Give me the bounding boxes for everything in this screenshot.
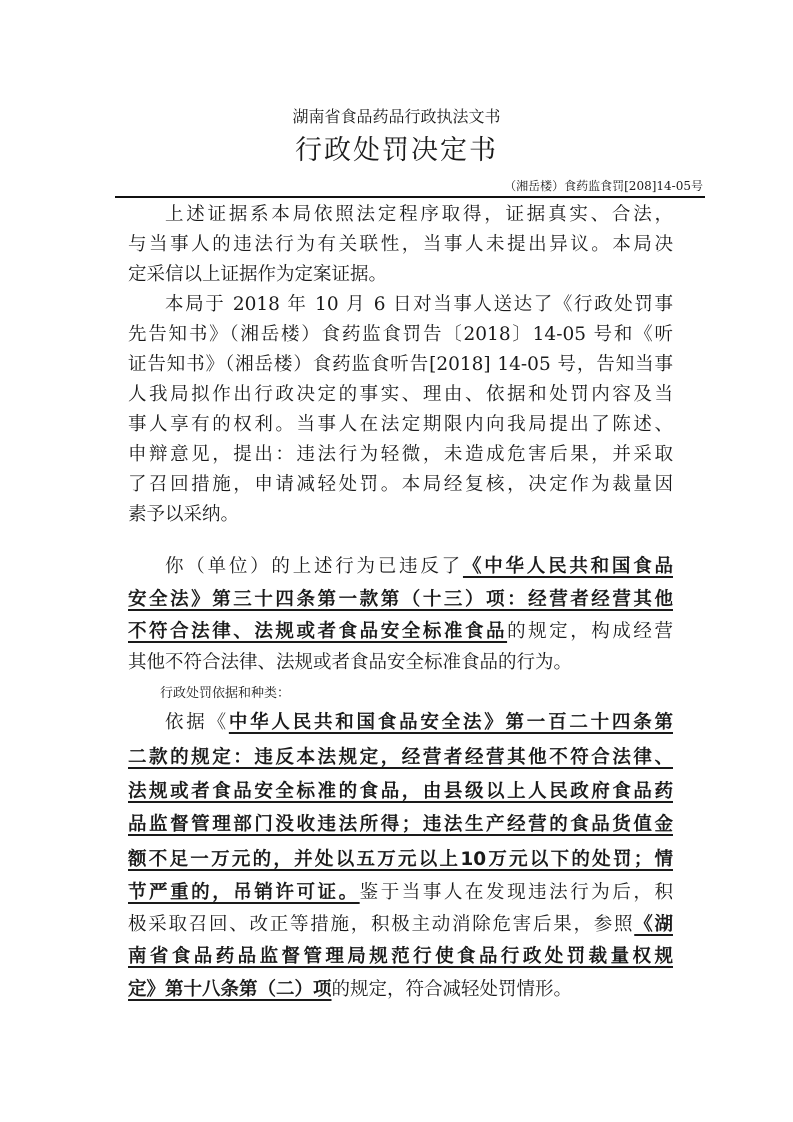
plain-text: 的规定，构成经营 [507,621,673,642]
underlined-citation: 南省食品药品监督管理局规范行使食品行政处罚裁量权规 [128,946,673,967]
paragraph-line: 上述证据系本局依照法定程序取得，证据真实、合法， [165,204,673,225]
document-title: 行政处罚决定书 [295,135,498,166]
underlined-citation: 安全法》第三十四条第一款第（十三）项：经营者经营其他 [128,589,673,610]
underlined-citation: 二款的规定：违反本法规定，经营者经营其他不符合法律、 [128,747,673,768]
paragraph-line: 其他不符合法律、法规或者食品安全标准食品的行为。 [128,652,573,673]
paragraph-line: 定采信以上证据作为定案证据。 [128,264,388,285]
paragraph-line [128,745,673,771]
paragraph-line [128,587,673,613]
document-number: （湘岳楼）食药监食罚[208]14-05号 [504,179,703,193]
section-label: 行政处罚依据和种类： [160,686,291,701]
paragraph-line [128,847,673,873]
paragraph-line: 先告知书》（湘岳楼）食药监食罚告〔2018〕14-05 号和《听 [128,324,673,345]
paragraph-line: 了召回措施，申请减轻处罚。本局经复核，决定作为裁量因 [128,474,673,495]
underlined-citation: 品监督管理部门没收违法所得；违法生产经营的食品货值金 [128,814,673,835]
paragraph-line [128,779,673,805]
underlined-citation: 中华人民共和国食品安全法》第一百二十四条第 [228,712,673,733]
paragraph-line [165,710,673,736]
paragraph-line [128,619,673,645]
paragraph-line: 事人享有的权利。当事人在法定期限内向我局提出了陈述、 [128,414,673,435]
paragraph-line [165,554,673,580]
plain-text: 的规定，符合减轻处罚情形。 [331,979,573,1000]
paragraph-line: 证告知书》（湘岳楼）食药监食听告[2018] 14-05 号，告知当事 [128,354,673,375]
document-subtitle: 湖南省食品药品行政执法文书 [292,107,501,126]
paragraph-line [128,880,673,906]
plain-text: 你（单位）的上述行为已违反了 [165,556,463,577]
paragraph-line [128,977,673,1003]
plain-text: 极采取召回、改正等措施，积极主动消除危害后果，参照 [128,914,635,935]
paragraph-line: 素予以采纳。 [128,504,240,525]
underlined-citation: 定》第十八条第（二）项 [128,979,332,1000]
plain-text: 依据《 [165,712,229,733]
underlined-citation: 额不足一万元的，并处以五万元以上10万元以下的处罚；情 [128,849,673,870]
paragraph-line [128,912,673,938]
paragraph-line: 人我局拟作出行政决定的事实、理由、依据和处罚内容及当 [128,384,673,405]
paragraph-line: 与当事人的违法行为有关联性，当事人未提出异议。本局决 [128,234,673,255]
header-divider [115,196,705,198]
underlined-citation: 《湖 [634,914,673,935]
plain-text: 鉴于当事人在发现违法行为后，积 [359,882,673,903]
underlined-citation: 节严重的，吊销许可证。 [128,882,360,903]
paragraph-line: 本局于 2018 年 10 月 6 日对当事人送达了《行政处罚事 [165,294,673,315]
paragraph-line [128,944,673,970]
underlined-citation: 不符合法律、法规或者食品安全标准食品 [128,621,508,642]
paragraph-line: 申辩意见，提出：违法行为轻微，未造成危害后果，并采取 [128,444,673,465]
underlined-citation: 《中华人民共和国食品 [462,556,673,577]
paragraph-line [128,812,673,838]
underlined-citation: 法规或者食品安全标准的食品，由县级以上人民政府食品药 [128,781,673,802]
